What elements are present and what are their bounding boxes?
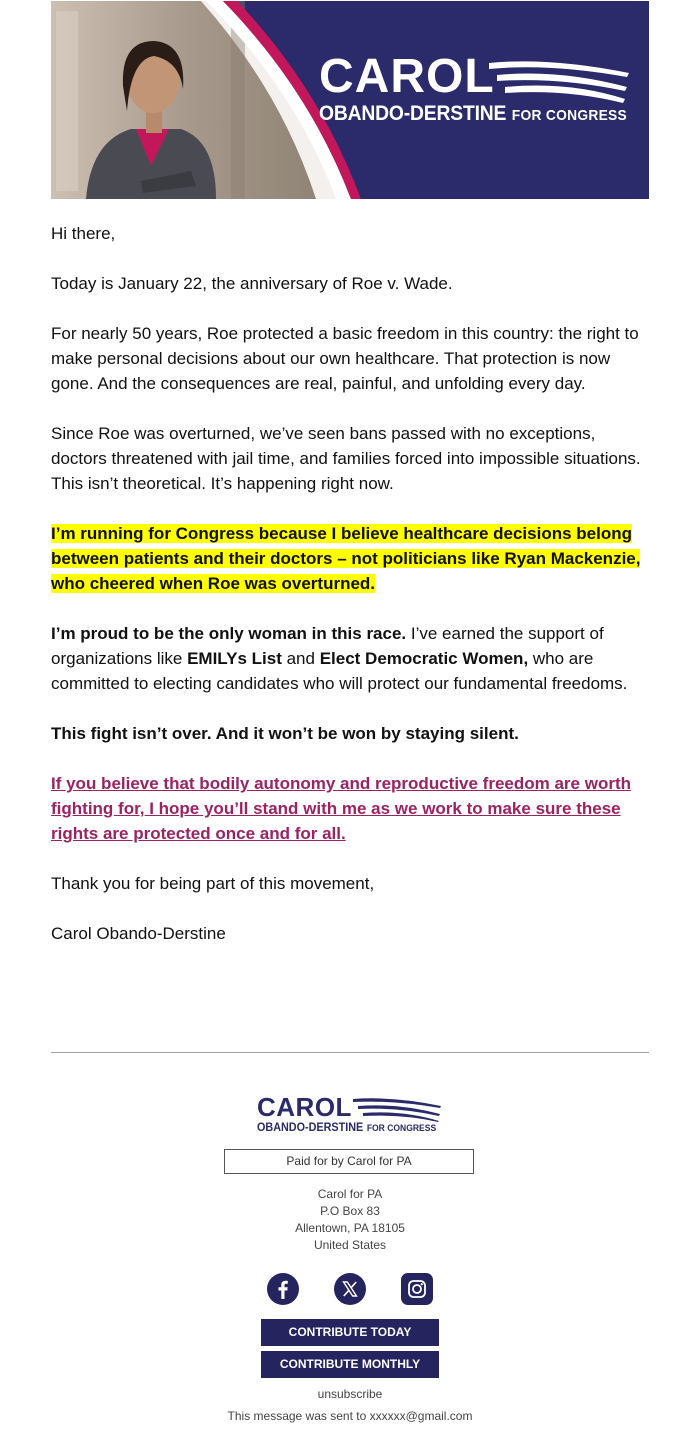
footer-logo [257,1094,457,1138]
divider [51,1052,649,1053]
banner-candidate-last: OBANDO-DERSTINE [319,102,507,125]
footer-flag-stripes-icon [353,1096,443,1122]
address-line-3: Allentown, PA 18105 [295,1221,405,1235]
paragraph-anniversary: Today is January 22, the anniversary of Roe v. Wade. [51,274,453,293]
proud-statement: I’m proud to be the only woman in this race. [51,624,407,643]
x-icon[interactable] [334,1273,366,1305]
banner-candidate-first: CAROL [319,50,495,103]
org-emilys-list: EMILYs List [187,649,282,668]
paragraph-consequences: Since Roe was overturned, we’ve seen bans passed with no exceptions, doctors threatened with jail time, and families forced into impossible situations. This isn’t theoretical. It’s happening right now. [51,424,641,493]
closing: Thank you for being part of this movement, [51,874,375,893]
facebook-icon[interactable] [267,1273,299,1305]
endorsement-and: and [281,649,320,668]
paragraph-running [51,521,651,596]
paragraph-cta [51,771,651,846]
highlighted-statement: I’m running for Congress because I believe healthcare decisions belong between patients and their doctors – not politicians like Ryan Mackenzie, who cheered when Roe was overturned. [51,524,641,593]
endorsement-text-b: who are committed to electing candidates who will protect our fundamental freedoms. [51,649,628,693]
paid-for-box: Paid for by Carol for PA [224,1149,474,1174]
sent-to-prefix: This message was sent to [227,1409,370,1423]
header-banner [51,1,649,199]
cta-link[interactable]: If you believe that bodily autonomy and reproductive freedom are worth fighting for, I hope you’ll stand with me as we work to make sure these rights are protected once and for all. [51,774,631,843]
address-line-4: United States [313,1238,387,1252]
org-elect-democratic-women: Elect Democratic Women, [319,649,529,668]
recipient-email: xxxxxx@gmail.com [369,1409,473,1423]
address-line-1: Carol for PA [317,1187,383,1201]
email-body [51,221,651,946]
contribute-today-button[interactable]: CONTRIBUTE TODAY [261,1319,439,1346]
contribute-monthly-button[interactable]: CONTRIBUTE MONTHLY [261,1351,439,1378]
address-line-2: P.O Box 83 [320,1204,380,1218]
footer-logo-first: CAROL [257,1092,352,1122]
paragraph-roe-history: For nearly 50 years, Roe protected a basic freedom in this country: the right to make personal decisions about our own healthcare. That protection is now gone. And the consequences are real, painful, and unfolding every day. [51,324,639,393]
paragraph-endorsements [51,621,651,696]
banner-tagline: FOR CONGRESS [511,107,628,124]
flag-stripes-icon [489,57,629,103]
footer-logo-subtitle [257,1121,436,1134]
paragraph-fight: This fight isn’t over. And it won’t be won by staying silent. [51,724,519,743]
instagram-icon[interactable] [401,1273,433,1305]
greeting: Hi there, [51,224,116,243]
footer-logo-tagline: FOR CONGRESS [366,1123,437,1134]
mailing-address [200,1186,500,1254]
endorsement-text-a: I’ve earned the support of organizations like [51,624,604,668]
sent-to-notice [150,1409,550,1423]
banner-subtitle [319,103,627,124]
unsubscribe-link[interactable]: unsubscribe [317,1387,383,1401]
footer-logo-last: OBANDO-DERSTINE [257,1120,364,1134]
signature: Carol Obando-Derstine [51,924,226,943]
